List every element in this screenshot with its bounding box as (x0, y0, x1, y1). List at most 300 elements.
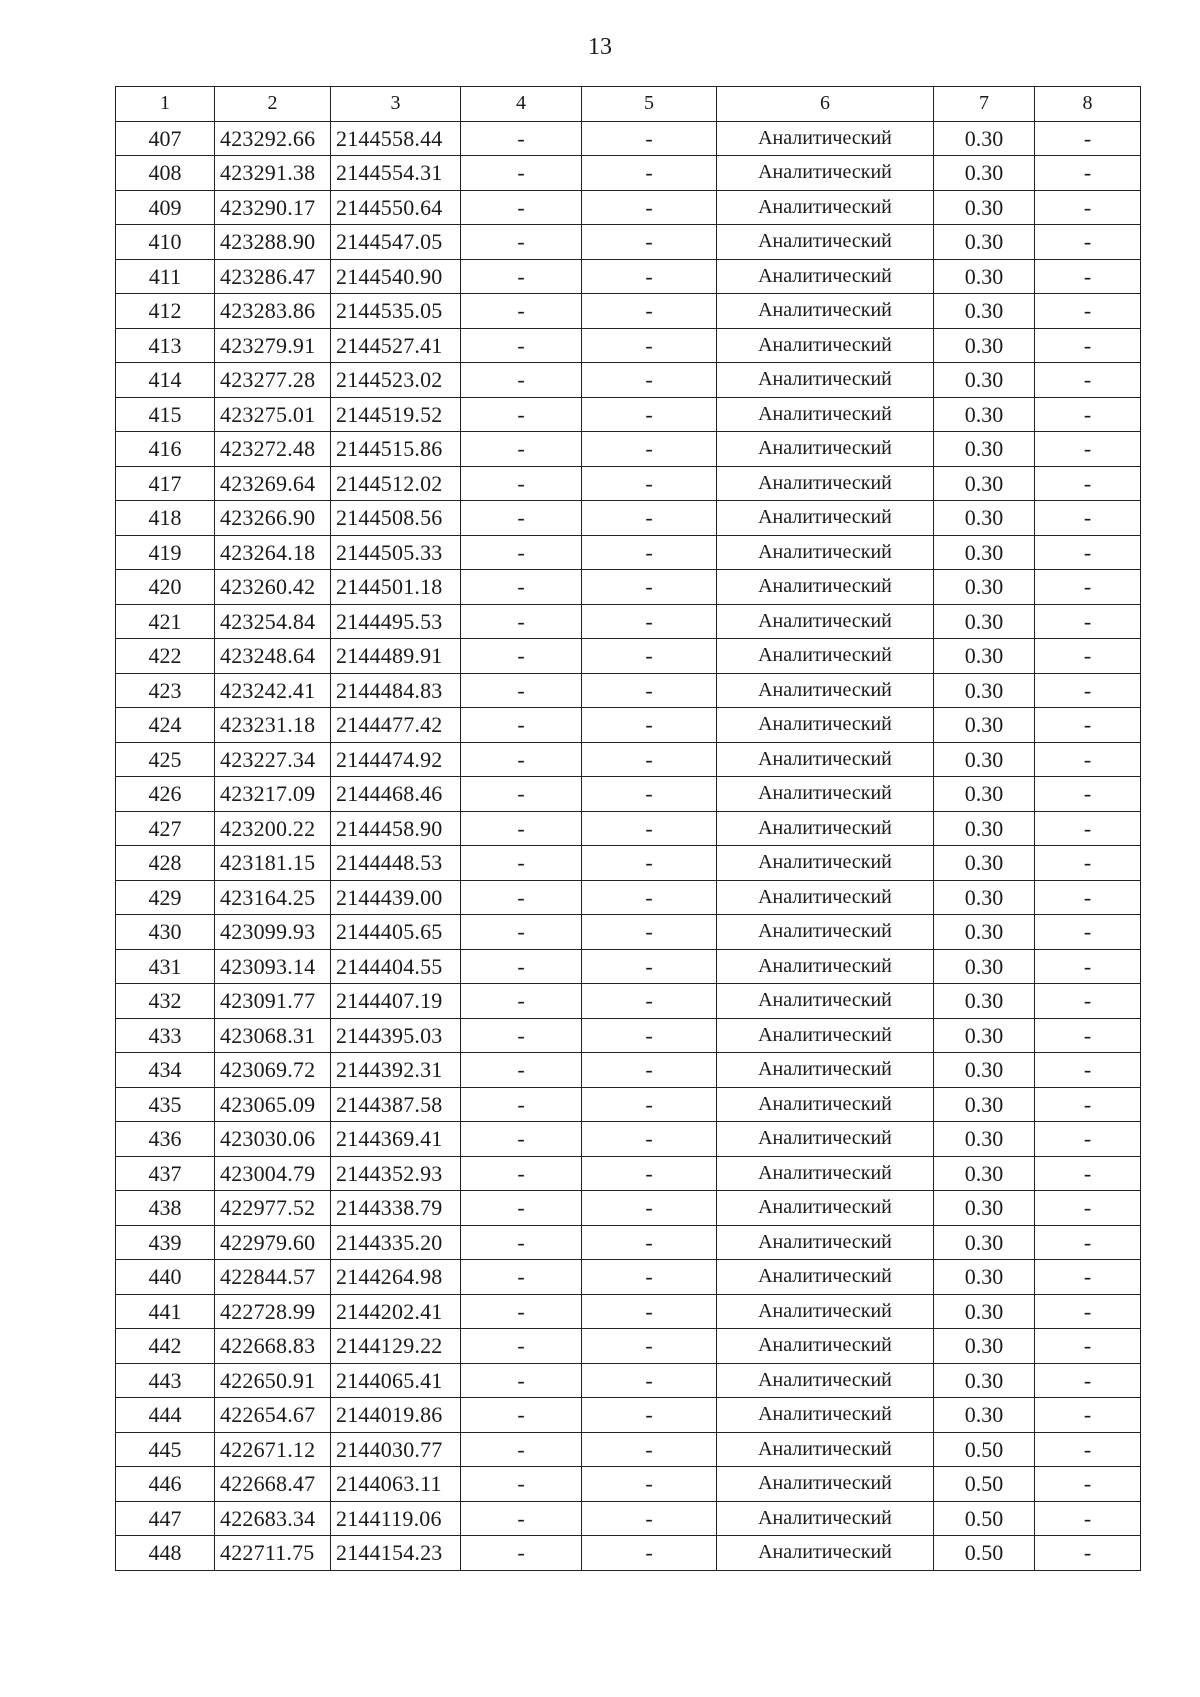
method-cell: Аналитический (717, 570, 934, 605)
column-header-1: 1 (116, 87, 215, 122)
x-coordinate-cell: 423093.14 (215, 949, 331, 984)
y-coordinate-cell: 2144119.06 (331, 1501, 461, 1536)
column-8-cell: - (1035, 949, 1141, 984)
method-cell: Аналитический (717, 846, 934, 881)
column-4-cell: - (461, 121, 582, 156)
column-4-cell: - (461, 1329, 582, 1364)
column-5-cell: - (582, 501, 717, 536)
table-row (116, 1501, 1141, 1536)
y-coordinate-cell: 2144547.05 (331, 225, 461, 260)
y-coordinate-cell: 2144404.55 (331, 949, 461, 984)
column-5-cell: - (582, 984, 717, 1019)
table-row (116, 1122, 1141, 1157)
precision-cell: 0.30 (934, 811, 1035, 846)
y-coordinate-cell: 2144550.64 (331, 190, 461, 225)
column-8-cell: - (1035, 1294, 1141, 1329)
x-coordinate-cell: 423030.06 (215, 1122, 331, 1157)
precision-cell: 0.30 (934, 466, 1035, 501)
method-cell: Аналитический (717, 190, 934, 225)
y-coordinate-cell: 2144395.03 (331, 1018, 461, 1053)
column-8-cell: - (1035, 156, 1141, 191)
column-5-cell: - (582, 1398, 717, 1433)
column-5-cell: - (582, 466, 717, 501)
point-number-cell: 418 (116, 501, 215, 536)
table-row (116, 1156, 1141, 1191)
precision-cell: 0.50 (934, 1467, 1035, 1502)
y-coordinate-cell: 2144495.53 (331, 604, 461, 639)
y-coordinate-cell: 2144335.20 (331, 1225, 461, 1260)
column-8-cell: - (1035, 432, 1141, 467)
x-coordinate-cell: 422671.12 (215, 1432, 331, 1467)
column-header-3: 3 (331, 87, 461, 122)
column-8-cell: - (1035, 1156, 1141, 1191)
precision-cell: 0.30 (934, 1225, 1035, 1260)
table-row (116, 604, 1141, 639)
point-number-cell: 447 (116, 1501, 215, 1536)
point-number-cell: 443 (116, 1363, 215, 1398)
x-coordinate-cell: 423275.01 (215, 397, 331, 432)
column-4-cell: - (461, 570, 582, 605)
y-coordinate-cell: 2144129.22 (331, 1329, 461, 1364)
page-number: 13 (588, 34, 612, 60)
table-row (116, 225, 1141, 260)
x-coordinate-cell: 423272.48 (215, 432, 331, 467)
precision-cell: 0.30 (934, 708, 1035, 743)
precision-cell: 0.30 (934, 742, 1035, 777)
column-5-cell: - (582, 328, 717, 363)
column-4-cell: - (461, 156, 582, 191)
column-8-cell: - (1035, 604, 1141, 639)
column-8-cell: - (1035, 535, 1141, 570)
point-number-cell: 429 (116, 880, 215, 915)
method-cell: Аналитический (717, 1225, 934, 1260)
column-8-cell: - (1035, 639, 1141, 674)
precision-cell: 0.50 (934, 1432, 1035, 1467)
column-4-cell: - (461, 1398, 582, 1433)
column-8-cell: - (1035, 1329, 1141, 1364)
column-5-cell: - (582, 1501, 717, 1536)
table-row (116, 121, 1141, 156)
precision-cell: 0.30 (934, 432, 1035, 467)
column-8-cell: - (1035, 880, 1141, 915)
point-number-cell: 446 (116, 1467, 215, 1502)
point-number-cell: 423 (116, 673, 215, 708)
point-number-cell: 441 (116, 1294, 215, 1329)
column-4-cell: - (461, 1294, 582, 1329)
column-4-cell: - (461, 777, 582, 812)
column-4-cell: - (461, 846, 582, 881)
point-number-cell: 439 (116, 1225, 215, 1260)
column-5-cell: - (582, 190, 717, 225)
y-coordinate-cell: 2144489.91 (331, 639, 461, 674)
column-4-cell: - (461, 294, 582, 329)
table-body (116, 121, 1141, 1570)
table-row (116, 880, 1141, 915)
precision-cell: 0.30 (934, 294, 1035, 329)
column-4-cell: - (461, 1432, 582, 1467)
x-coordinate-cell: 423068.31 (215, 1018, 331, 1053)
x-coordinate-cell: 423069.72 (215, 1053, 331, 1088)
column-4-cell: - (461, 432, 582, 467)
column-4-cell: - (461, 363, 582, 398)
column-4-cell: - (461, 501, 582, 536)
x-coordinate-cell: 423264.18 (215, 535, 331, 570)
y-coordinate-cell: 2144505.33 (331, 535, 461, 570)
table-row (116, 1225, 1141, 1260)
method-cell: Аналитический (717, 880, 934, 915)
x-coordinate-cell: 423200.22 (215, 811, 331, 846)
column-8-cell: - (1035, 501, 1141, 536)
x-coordinate-cell: 422683.34 (215, 1501, 331, 1536)
column-8-cell: - (1035, 225, 1141, 260)
table-row (116, 915, 1141, 950)
column-8-cell: - (1035, 1536, 1141, 1571)
column-5-cell: - (582, 1536, 717, 1571)
precision-cell: 0.30 (934, 397, 1035, 432)
column-header-7: 7 (934, 87, 1035, 122)
method-cell: Аналитический (717, 1432, 934, 1467)
x-coordinate-cell: 423260.42 (215, 570, 331, 605)
y-coordinate-cell: 2144474.92 (331, 742, 461, 777)
column-8-cell: - (1035, 363, 1141, 398)
column-5-cell: - (582, 742, 717, 777)
column-5-cell: - (582, 880, 717, 915)
point-number-cell: 424 (116, 708, 215, 743)
column-8-cell: - (1035, 915, 1141, 950)
table-row (116, 1432, 1141, 1467)
table-row (116, 1329, 1141, 1364)
point-number-cell: 435 (116, 1087, 215, 1122)
y-coordinate-cell: 2144519.52 (331, 397, 461, 432)
column-5-cell: - (582, 156, 717, 191)
method-cell: Аналитический (717, 604, 934, 639)
column-8-cell: - (1035, 1467, 1141, 1502)
y-coordinate-cell: 2144468.46 (331, 777, 461, 812)
column-4-cell: - (461, 1191, 582, 1226)
y-coordinate-cell: 2144407.19 (331, 984, 461, 1019)
method-cell: Аналитический (717, 1191, 934, 1226)
table-row (116, 673, 1141, 708)
column-5-cell: - (582, 811, 717, 846)
point-number-cell: 430 (116, 915, 215, 950)
point-number-cell: 408 (116, 156, 215, 191)
precision-cell: 0.30 (934, 915, 1035, 950)
column-5-cell: - (582, 1191, 717, 1226)
column-5-cell: - (582, 949, 717, 984)
method-cell: Аналитический (717, 121, 934, 156)
table-row (116, 1018, 1141, 1053)
column-4-cell: - (461, 535, 582, 570)
table-row (116, 639, 1141, 674)
column-8-cell: - (1035, 1122, 1141, 1157)
column-8-cell: - (1035, 1363, 1141, 1398)
precision-cell: 0.30 (934, 259, 1035, 294)
column-5-cell: - (582, 708, 717, 743)
x-coordinate-cell: 422979.60 (215, 1225, 331, 1260)
y-coordinate-cell: 2144392.31 (331, 1053, 461, 1088)
table-row (116, 949, 1141, 984)
column-4-cell: - (461, 466, 582, 501)
method-cell: Аналитический (717, 949, 934, 984)
column-5-cell: - (582, 1329, 717, 1364)
y-coordinate-cell: 2144154.23 (331, 1536, 461, 1571)
precision-cell: 0.30 (934, 501, 1035, 536)
y-coordinate-cell: 2144512.02 (331, 466, 461, 501)
column-header-8: 8 (1035, 87, 1141, 122)
y-coordinate-cell: 2144515.86 (331, 432, 461, 467)
y-coordinate-cell: 2144477.42 (331, 708, 461, 743)
table-row (116, 535, 1141, 570)
method-cell: Аналитический (717, 363, 934, 398)
column-4-cell: - (461, 742, 582, 777)
column-8-cell: - (1035, 1225, 1141, 1260)
point-number-cell: 433 (116, 1018, 215, 1053)
column-header-2: 2 (215, 87, 331, 122)
precision-cell: 0.30 (934, 673, 1035, 708)
y-coordinate-cell: 2144019.86 (331, 1398, 461, 1433)
column-8-cell: - (1035, 1018, 1141, 1053)
method-cell: Аналитический (717, 1398, 934, 1433)
column-4-cell: - (461, 328, 582, 363)
table-row (116, 984, 1141, 1019)
table-row (116, 1398, 1141, 1433)
table-row (116, 190, 1141, 225)
column-5-cell: - (582, 570, 717, 605)
y-coordinate-cell: 2144540.90 (331, 259, 461, 294)
precision-cell: 0.30 (934, 363, 1035, 398)
x-coordinate-cell: 423231.18 (215, 708, 331, 743)
column-8-cell: - (1035, 1087, 1141, 1122)
table-row (116, 1363, 1141, 1398)
x-coordinate-cell: 422668.83 (215, 1329, 331, 1364)
x-coordinate-cell: 423065.09 (215, 1087, 331, 1122)
column-4-cell: - (461, 604, 582, 639)
point-number-cell: 438 (116, 1191, 215, 1226)
method-cell: Аналитический (717, 1329, 934, 1364)
table-header-row (116, 87, 1141, 122)
point-number-cell: 448 (116, 1536, 215, 1571)
y-coordinate-cell: 2144369.41 (331, 1122, 461, 1157)
coordinates-table (115, 86, 1141, 1571)
x-coordinate-cell: 423248.64 (215, 639, 331, 674)
method-cell: Аналитический (717, 811, 934, 846)
point-number-cell: 444 (116, 1398, 215, 1433)
precision-cell: 0.30 (934, 1087, 1035, 1122)
column-4-cell: - (461, 1156, 582, 1191)
method-cell: Аналитический (717, 1122, 934, 1157)
column-8-cell: - (1035, 673, 1141, 708)
x-coordinate-cell: 423004.79 (215, 1156, 331, 1191)
column-8-cell: - (1035, 1398, 1141, 1433)
y-coordinate-cell: 2144484.83 (331, 673, 461, 708)
point-number-cell: 413 (116, 328, 215, 363)
method-cell: Аналитический (717, 259, 934, 294)
y-coordinate-cell: 2144387.58 (331, 1087, 461, 1122)
table-row (116, 328, 1141, 363)
y-coordinate-cell: 2144202.41 (331, 1294, 461, 1329)
point-number-cell: 416 (116, 432, 215, 467)
table-row (116, 156, 1141, 191)
precision-cell: 0.30 (934, 984, 1035, 1019)
y-coordinate-cell: 2144352.93 (331, 1156, 461, 1191)
precision-cell: 0.30 (934, 328, 1035, 363)
x-coordinate-cell: 423290.17 (215, 190, 331, 225)
column-5-cell: - (582, 432, 717, 467)
point-number-cell: 442 (116, 1329, 215, 1364)
table-row (116, 259, 1141, 294)
column-4-cell: - (461, 1225, 582, 1260)
point-number-cell: 412 (116, 294, 215, 329)
column-5-cell: - (582, 1156, 717, 1191)
x-coordinate-cell: 423269.64 (215, 466, 331, 501)
column-5-cell: - (582, 846, 717, 881)
method-cell: Аналитический (717, 673, 934, 708)
column-4-cell: - (461, 811, 582, 846)
column-8-cell: - (1035, 777, 1141, 812)
table-row (116, 708, 1141, 743)
column-5-cell: - (582, 121, 717, 156)
x-coordinate-cell: 422668.47 (215, 1467, 331, 1502)
method-cell: Аналитический (717, 777, 934, 812)
point-number-cell: 445 (116, 1432, 215, 1467)
y-coordinate-cell: 2144527.41 (331, 328, 461, 363)
point-number-cell: 420 (116, 570, 215, 605)
column-5-cell: - (582, 1260, 717, 1295)
method-cell: Аналитический (717, 432, 934, 467)
precision-cell: 0.30 (934, 1018, 1035, 1053)
precision-cell: 0.30 (934, 846, 1035, 881)
column-5-cell: - (582, 639, 717, 674)
point-number-cell: 409 (116, 190, 215, 225)
precision-cell: 0.30 (934, 121, 1035, 156)
column-4-cell: - (461, 639, 582, 674)
column-8-cell: - (1035, 121, 1141, 156)
table-row (116, 397, 1141, 432)
precision-cell: 0.30 (934, 190, 1035, 225)
column-8-cell: - (1035, 294, 1141, 329)
precision-cell: 0.30 (934, 1053, 1035, 1088)
column-5-cell: - (582, 259, 717, 294)
y-coordinate-cell: 2144501.18 (331, 570, 461, 605)
column-5-cell: - (582, 1294, 717, 1329)
column-8-cell: - (1035, 466, 1141, 501)
column-8-cell: - (1035, 570, 1141, 605)
column-5-cell: - (582, 363, 717, 398)
y-coordinate-cell: 2144523.02 (331, 363, 461, 398)
x-coordinate-cell: 423227.34 (215, 742, 331, 777)
x-coordinate-cell: 423181.15 (215, 846, 331, 881)
method-cell: Аналитический (717, 1536, 934, 1571)
table-row (116, 811, 1141, 846)
y-coordinate-cell: 2144264.98 (331, 1260, 461, 1295)
column-4-cell: - (461, 397, 582, 432)
column-5-cell: - (582, 397, 717, 432)
table-row (116, 432, 1141, 467)
column-8-cell: - (1035, 846, 1141, 881)
table-row (116, 466, 1141, 501)
table-row (116, 1191, 1141, 1226)
point-number-cell: 440 (116, 1260, 215, 1295)
point-number-cell: 407 (116, 121, 215, 156)
column-4-cell: - (461, 949, 582, 984)
method-cell: Аналитический (717, 1363, 934, 1398)
precision-cell: 0.30 (934, 225, 1035, 260)
column-8-cell: - (1035, 811, 1141, 846)
x-coordinate-cell: 423277.28 (215, 363, 331, 398)
column-8-cell: - (1035, 1432, 1141, 1467)
precision-cell: 0.30 (934, 1294, 1035, 1329)
method-cell: Аналитический (717, 328, 934, 363)
table-row (116, 1467, 1141, 1502)
method-cell: Аналитический (717, 294, 934, 329)
precision-cell: 0.30 (934, 1122, 1035, 1157)
column-8-cell: - (1035, 328, 1141, 363)
table-row (116, 742, 1141, 777)
table-row (116, 570, 1141, 605)
table-row (116, 294, 1141, 329)
x-coordinate-cell: 423254.84 (215, 604, 331, 639)
method-cell: Аналитический (717, 984, 934, 1019)
method-cell: Аналитический (717, 742, 934, 777)
method-cell: Аналитический (717, 466, 934, 501)
column-5-cell: - (582, 915, 717, 950)
x-coordinate-cell: 422654.67 (215, 1398, 331, 1433)
point-number-cell: 419 (116, 535, 215, 570)
column-5-cell: - (582, 604, 717, 639)
method-cell: Аналитический (717, 1053, 934, 1088)
column-8-cell: - (1035, 1501, 1141, 1536)
column-4-cell: - (461, 1363, 582, 1398)
method-cell: Аналитический (717, 1087, 934, 1122)
column-5-cell: - (582, 1432, 717, 1467)
point-number-cell: 432 (116, 984, 215, 1019)
precision-cell: 0.30 (934, 1329, 1035, 1364)
column-4-cell: - (461, 1467, 582, 1502)
method-cell: Аналитический (717, 501, 934, 536)
point-number-cell: 421 (116, 604, 215, 639)
column-4-cell: - (461, 1122, 582, 1157)
x-coordinate-cell: 423242.41 (215, 673, 331, 708)
precision-cell: 0.30 (934, 880, 1035, 915)
x-coordinate-cell: 423164.25 (215, 880, 331, 915)
x-coordinate-cell: 422728.99 (215, 1294, 331, 1329)
method-cell: Аналитический (717, 156, 934, 191)
x-coordinate-cell: 423291.38 (215, 156, 331, 191)
x-coordinate-cell: 422650.91 (215, 1363, 331, 1398)
y-coordinate-cell: 2144439.00 (331, 880, 461, 915)
method-cell: Аналитический (717, 1467, 934, 1502)
precision-cell: 0.50 (934, 1501, 1035, 1536)
column-5-cell: - (582, 1467, 717, 1502)
table-row (116, 1260, 1141, 1295)
precision-cell: 0.30 (934, 639, 1035, 674)
column-4-cell: - (461, 1501, 582, 1536)
column-4-cell: - (461, 708, 582, 743)
method-cell: Аналитический (717, 915, 934, 950)
column-5-cell: - (582, 1122, 717, 1157)
precision-cell: 0.30 (934, 777, 1035, 812)
precision-cell: 0.30 (934, 535, 1035, 570)
y-coordinate-cell: 2144448.53 (331, 846, 461, 881)
method-cell: Аналитический (717, 535, 934, 570)
point-number-cell: 417 (116, 466, 215, 501)
column-5-cell: - (582, 294, 717, 329)
table-row (116, 1087, 1141, 1122)
point-number-cell: 425 (116, 742, 215, 777)
y-coordinate-cell: 2144063.11 (331, 1467, 461, 1502)
column-8-cell: - (1035, 708, 1141, 743)
x-coordinate-cell: 423266.90 (215, 501, 331, 536)
